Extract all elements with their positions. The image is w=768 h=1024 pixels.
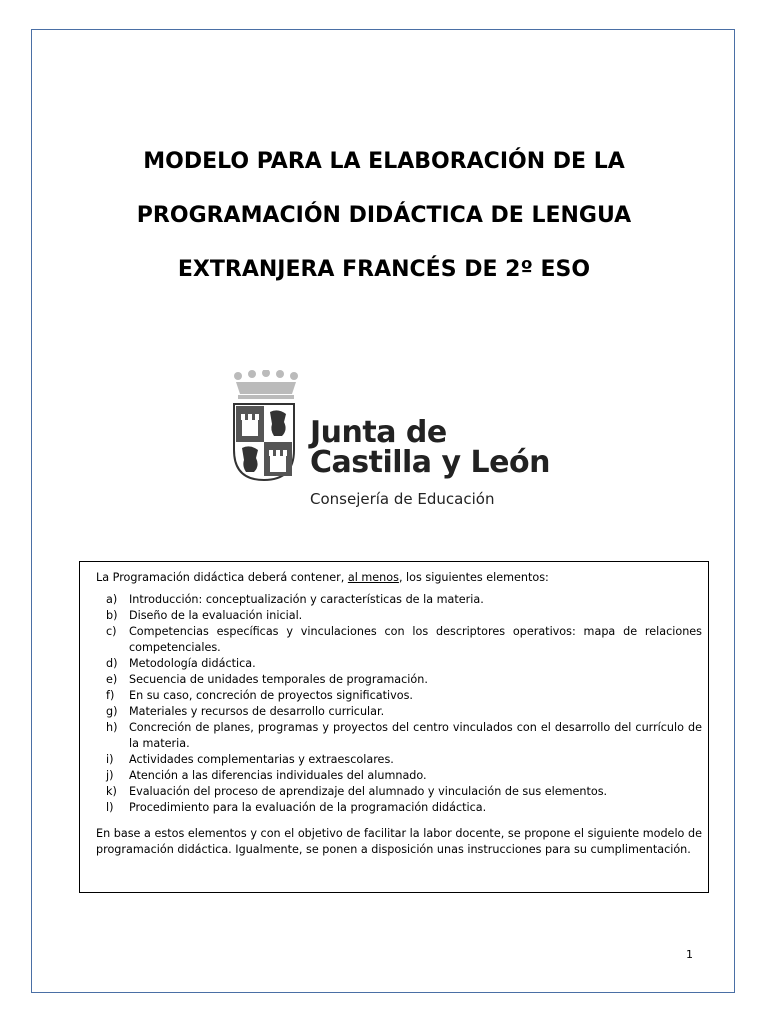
- intro-text-before: La Programación didáctica deberá contener,: [96, 571, 348, 584]
- junta-logo: [230, 370, 560, 520]
- list-item-label: e): [106, 673, 118, 686]
- list-item: [96, 672, 702, 688]
- list-item-text: Diseño de la evaluación inicial.: [129, 609, 303, 622]
- document-title: [60, 140, 708, 302]
- list-item: [96, 784, 702, 800]
- list-item: [96, 800, 702, 816]
- logo-name: [310, 415, 550, 480]
- list-item-text: Atención a las diferencias individuales del alumnado.: [129, 769, 427, 782]
- box-intro: [96, 570, 702, 586]
- list-item-text: Materiales y recursos de desarrollo curricular.: [129, 705, 385, 718]
- intro-text-after: , los siguientes elementos:: [398, 571, 549, 584]
- list-item: [96, 752, 702, 768]
- list-item: [96, 592, 702, 608]
- list-item-text: En su caso, concreción de proyectos significativos.: [129, 689, 413, 702]
- list-item-label: d): [106, 657, 118, 670]
- logo-name-line-1: Junta de: [310, 415, 447, 450]
- list-item: [96, 656, 702, 672]
- list-item-text: Procedimiento para la evaluación de la programación didáctica.: [129, 801, 487, 814]
- page-number: 1: [686, 948, 693, 961]
- list-item: [96, 768, 702, 784]
- title-line-1: MODELO PARA LA ELABORACIÓN DE LA: [143, 149, 625, 174]
- list-item-text: Introducción: conceptualización y características de la materia.: [129, 593, 484, 606]
- crown-icon: [230, 370, 302, 400]
- list-item-label: h): [106, 721, 118, 734]
- title-line-3: EXTRANJERA FRANCÉS DE 2º ESO: [177, 257, 591, 282]
- list-item-label: l): [106, 801, 114, 814]
- intro-underlined: al menos: [347, 571, 399, 584]
- list-item-label: c): [106, 625, 117, 638]
- list-item-text: Metodología didáctica.: [129, 657, 256, 670]
- list-item: [96, 720, 702, 752]
- title-line-2: PROGRAMACIÓN DIDÁCTICA DE LENGUA: [136, 203, 632, 228]
- list-item-label: i): [106, 753, 114, 766]
- logo-name-line-2: Castilla y León: [310, 445, 550, 480]
- list-item: [96, 608, 702, 624]
- contents-box: [79, 561, 709, 893]
- list-item: [96, 624, 702, 656]
- list-item-text: Competencias específicas y vinculaciones con los descriptores operativos: mapa de relaciones competenciales.: [129, 625, 702, 654]
- box-outro: En base a estos elementos y con el objetivo de facilitar la labor docente, se propone el siguiente modelo de programación didáctica. Igualmente, se ponen a disposición unas instrucciones para su cumplimentación.: [96, 827, 702, 856]
- list-item: [96, 688, 702, 704]
- list-item: [96, 704, 702, 720]
- list-item-text: Secuencia de unidades temporales de programación.: [129, 673, 428, 686]
- list-item-text: Evaluación del proceso de aprendizaje del alumnado y vinculación de sus elementos.: [129, 785, 608, 798]
- logo-department: Consejería de Educación: [310, 490, 495, 508]
- list-item-label: g): [106, 705, 118, 718]
- list-item-label: a): [106, 593, 118, 606]
- coat-of-arms-icon: [232, 402, 296, 482]
- elements-list: [96, 592, 702, 816]
- list-item-label: b): [106, 609, 118, 622]
- list-item-text: Concreción de planes, programas y proyectos del centro vinculados con el desarrollo del currículo de la materia.: [129, 721, 702, 750]
- list-item-label: k): [106, 785, 117, 798]
- list-item-text: Actividades complementarias y extraescolares.: [129, 753, 394, 766]
- list-item-label: j): [106, 769, 114, 782]
- list-item-label: f): [106, 689, 115, 702]
